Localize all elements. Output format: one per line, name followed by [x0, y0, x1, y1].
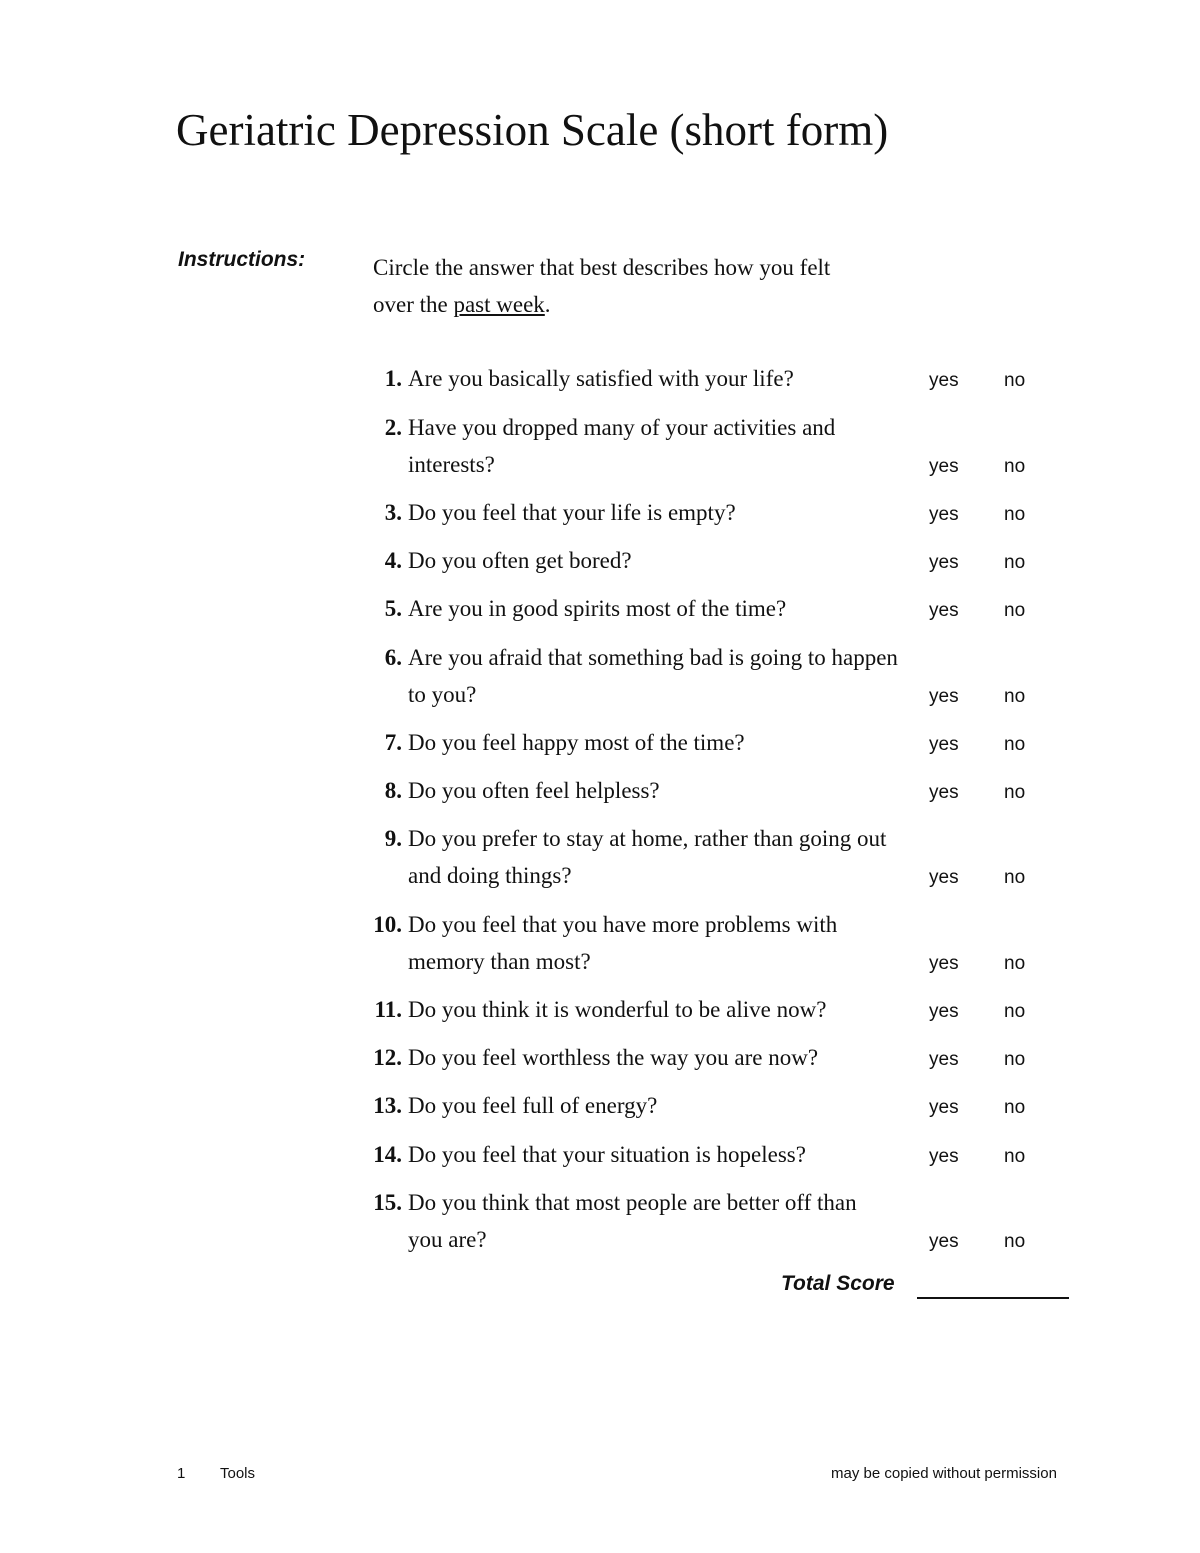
question-text: Do you think it is wonderful to be alive now?: [408, 997, 827, 1022]
answer-no[interactable]: no: [1004, 552, 1026, 573]
question-text: Do you feel happy most of the time?: [408, 730, 745, 755]
footer-page-number: 1: [177, 1465, 186, 1482]
question-number: 12.: [373, 1045, 402, 1070]
question-text: Do you feel full of energy?: [408, 1093, 658, 1118]
question-text: Are you in good spirits most of the time?: [408, 596, 787, 621]
question-text: Are you afraid that something bad is going to happen to you?: [408, 645, 898, 707]
question-text: Do you feel that you have more problems with memory than most?: [408, 912, 838, 974]
footer-section: Tools: [220, 1465, 256, 1482]
answer-yes[interactable]: yes: [929, 1001, 959, 1022]
question-number: 7.: [384, 730, 402, 755]
answer-no[interactable]: no: [1004, 1001, 1026, 1022]
question-number: 14.: [373, 1142, 402, 1167]
answer-no[interactable]: no: [1004, 504, 1026, 525]
page-title: Geriatric Depression Scale (short form): [176, 105, 889, 155]
instructions-text: [373, 249, 830, 323]
instructions-line-1: Circle the answer that best describes how you felt: [373, 255, 831, 280]
question-number: 4.: [384, 548, 402, 573]
total-score-field[interactable]: [917, 1297, 1069, 1299]
answer-yes[interactable]: yes: [929, 867, 959, 888]
answer-yes[interactable]: yes: [929, 1049, 959, 1070]
answer-yes[interactable]: yes: [929, 552, 959, 573]
answer-no[interactable]: no: [1004, 1049, 1026, 1070]
answer-yes[interactable]: yes: [929, 686, 959, 707]
answer-no[interactable]: no: [1004, 1231, 1026, 1252]
answer-yes[interactable]: yes: [929, 456, 959, 477]
question-text: Have you dropped many of your activities and interests?: [408, 415, 836, 477]
instructions-past-week: past week: [453, 292, 545, 317]
answer-yes[interactable]: yes: [929, 734, 959, 755]
question-number: 2.: [384, 415, 402, 440]
answer-no[interactable]: no: [1004, 867, 1026, 888]
question-number: 1.: [384, 366, 402, 391]
answer-no[interactable]: no: [1004, 1097, 1026, 1118]
question-number: 13.: [373, 1093, 402, 1118]
answer-no[interactable]: no: [1004, 782, 1026, 803]
answer-yes[interactable]: yes: [929, 370, 959, 391]
question-text: Do you feel that your life is empty?: [408, 500, 736, 525]
answer-no[interactable]: no: [1004, 686, 1026, 707]
answer-no[interactable]: no: [1004, 370, 1026, 391]
total-score-label: Total Score: [781, 1272, 895, 1295]
instructions-line-2-prefix: over the: [373, 292, 454, 317]
answer-yes[interactable]: yes: [929, 1146, 959, 1167]
answer-yes[interactable]: yes: [929, 1097, 959, 1118]
question-text: Do you think that most people are better off than you are?: [408, 1190, 857, 1252]
question-2: [360, 409, 1060, 489]
answer-yes[interactable]: yes: [929, 953, 959, 974]
question-6: [360, 639, 1060, 719]
answer-yes[interactable]: yes: [929, 504, 959, 525]
footer-copyright: may be copied without permission: [831, 1465, 1057, 1482]
question-text: Are you basically satisfied with your life?: [408, 366, 794, 391]
question-10: [360, 906, 1060, 986]
answer-no[interactable]: no: [1004, 456, 1026, 477]
question-number: 5.: [384, 596, 402, 621]
answer-no[interactable]: no: [1004, 1146, 1026, 1167]
question-number: 8.: [384, 778, 402, 803]
question-text: Do you prefer to stay at home, rather than going out and doing things?: [408, 826, 887, 888]
question-text: Do you often feel helpless?: [408, 778, 660, 803]
answer-no[interactable]: no: [1004, 734, 1026, 755]
question-number: 6.: [384, 645, 402, 670]
question-number: 9.: [384, 826, 402, 851]
answer-yes[interactable]: yes: [929, 600, 959, 621]
question-text: Do you feel that your situation is hopeless?: [408, 1142, 806, 1167]
question-number: 3.: [384, 500, 402, 525]
answer-yes[interactable]: yes: [929, 782, 959, 803]
instructions-line-2-suffix: .: [544, 292, 551, 317]
answer-no[interactable]: no: [1004, 600, 1026, 621]
question-15: [360, 1184, 1060, 1264]
question-number: 11.: [374, 997, 402, 1022]
question-number: 10.: [373, 912, 402, 937]
question-number: 15.: [373, 1190, 402, 1215]
question-text: Do you often get bored?: [408, 548, 632, 573]
answer-no[interactable]: no: [1004, 953, 1026, 974]
answer-yes[interactable]: yes: [929, 1231, 959, 1252]
question-text: Do you feel worthless the way you are now?: [408, 1045, 819, 1070]
question-9: [360, 820, 1060, 900]
instructions-label: Instructions:: [178, 248, 306, 271]
